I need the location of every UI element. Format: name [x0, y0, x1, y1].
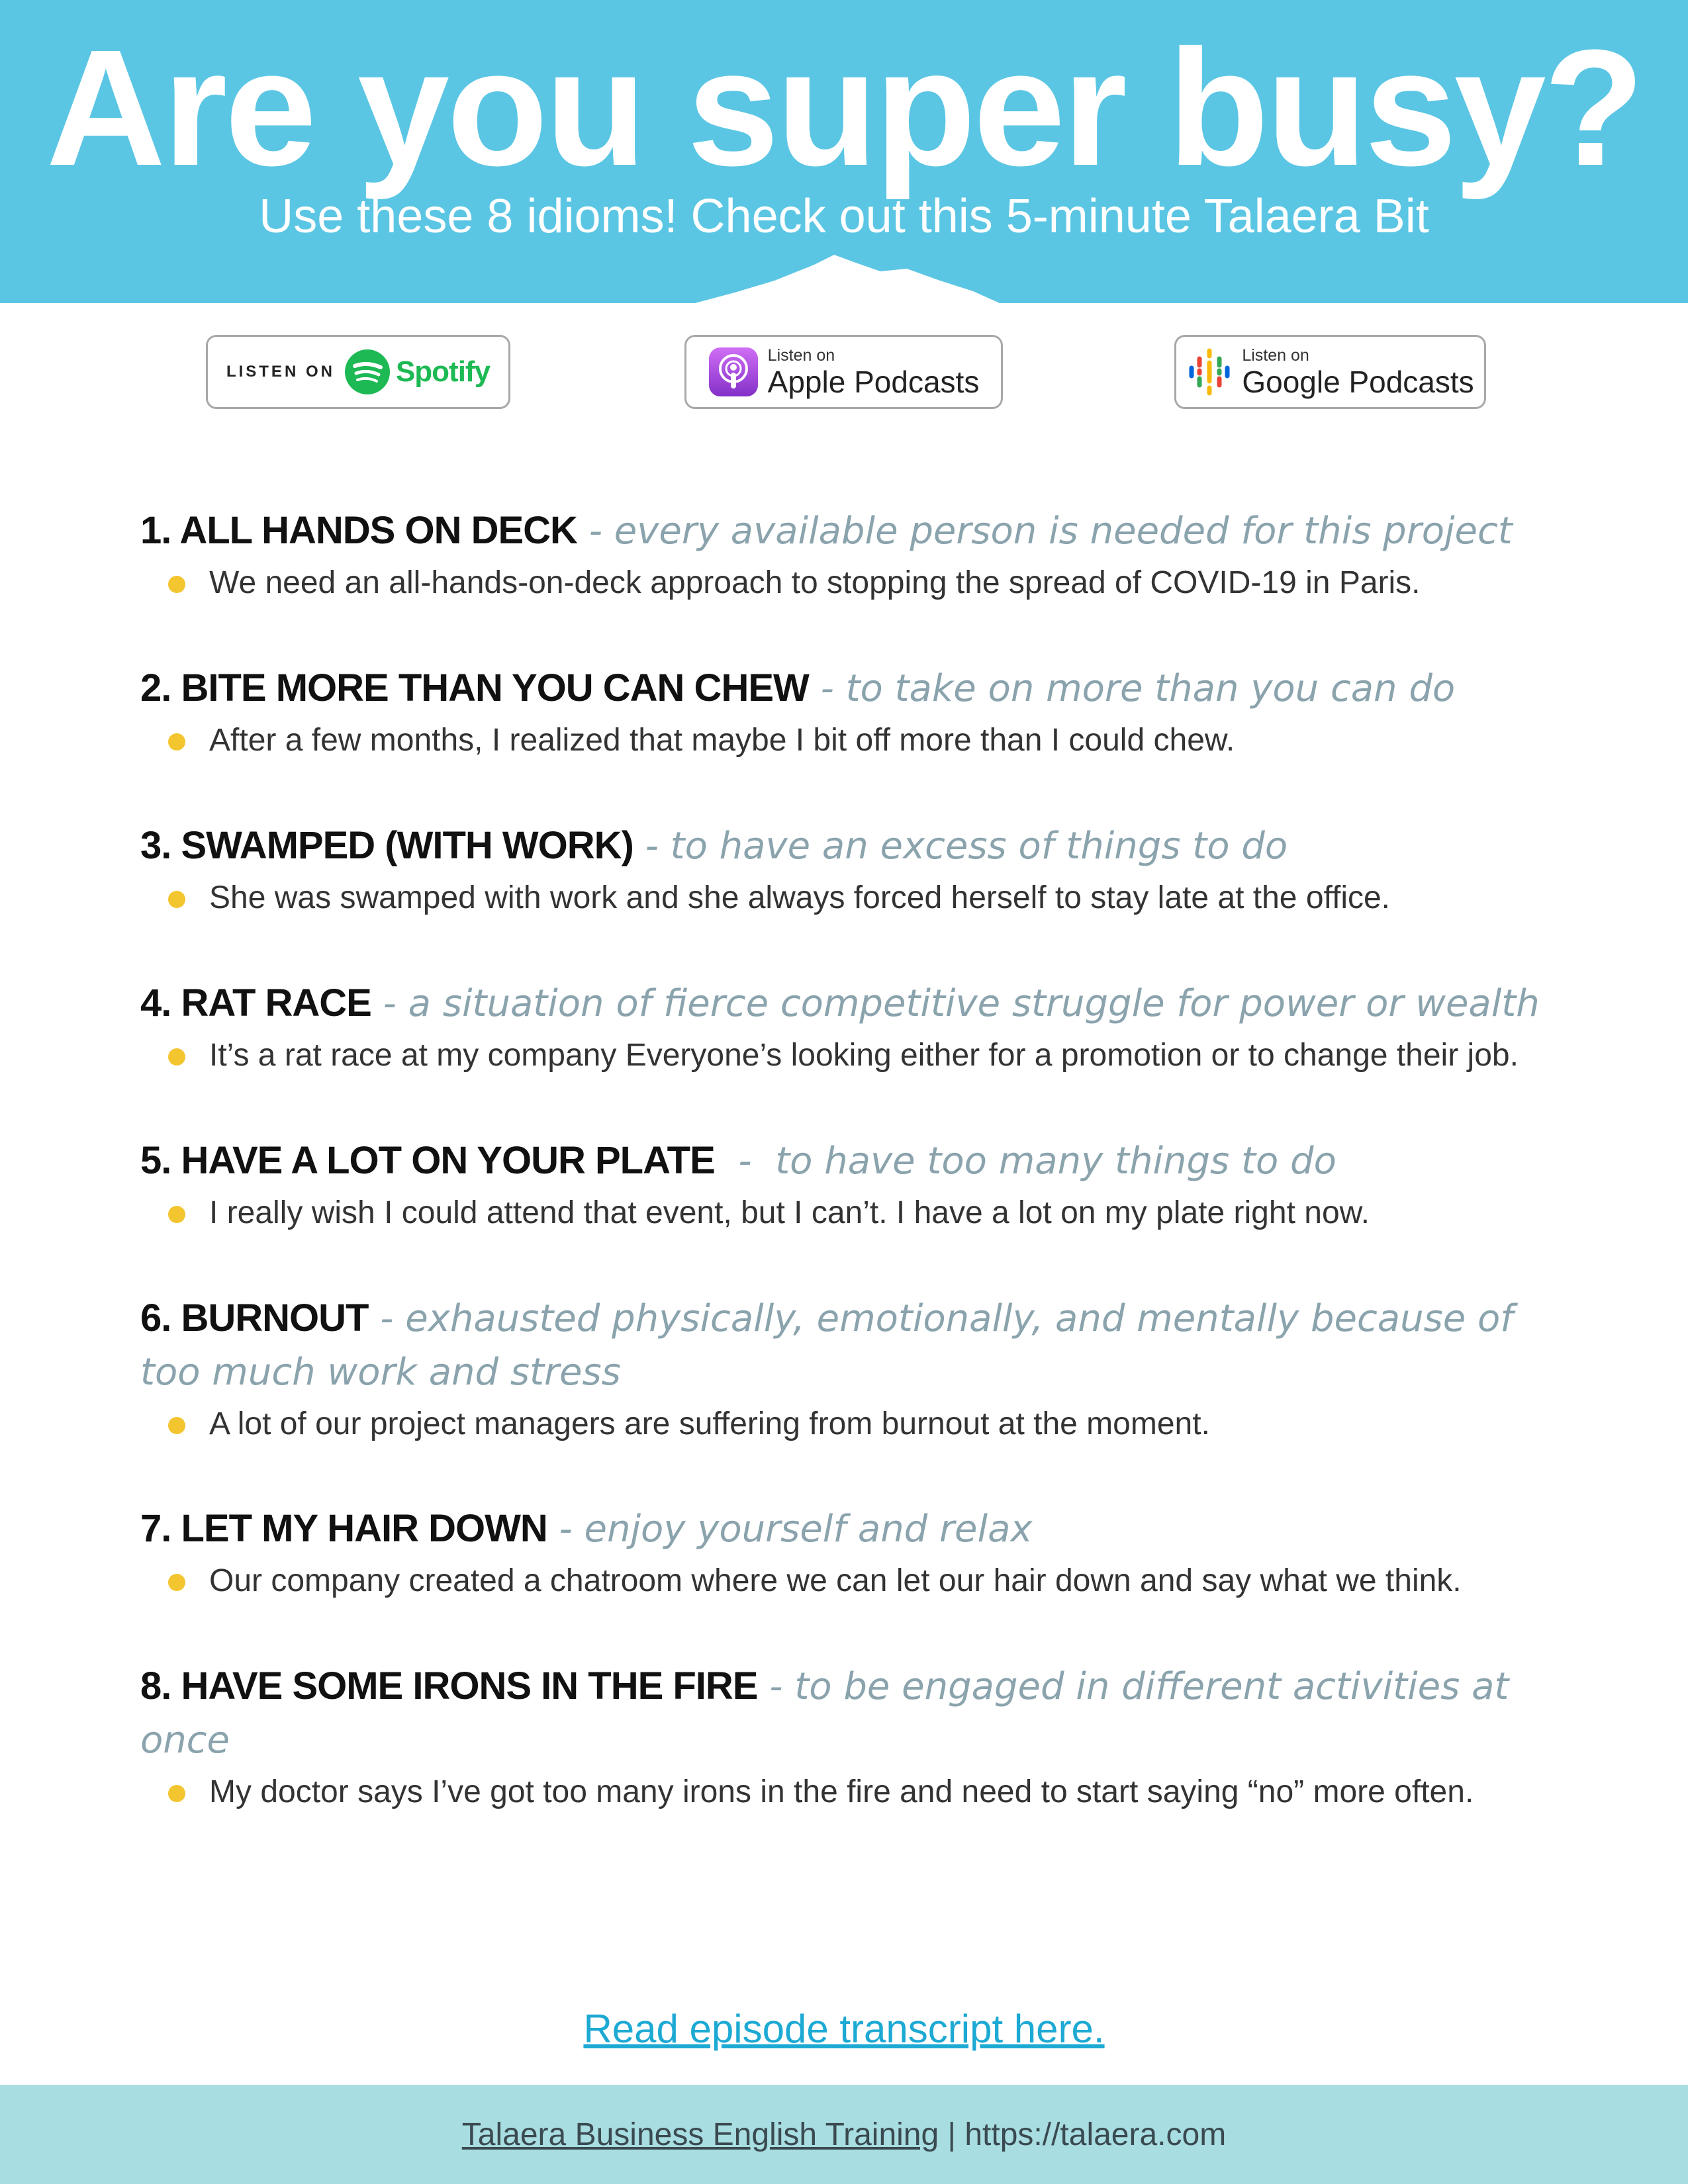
idiom-definition: to be engaged in different activities at once	[140, 1665, 1509, 1762]
apple-listen-label: Listen on	[767, 345, 835, 365]
idiom-example-text: It’s a rat race at my company Everyone’s looking either for a promotion or to change their job.	[209, 1038, 1519, 1073]
idiom-item	[140, 1502, 1570, 1605]
page-subtitle: Use these 8 idioms! Check out this 5-minute Talaera Bit	[259, 190, 1429, 243]
idiom-example	[140, 559, 1570, 607]
transcript-link[interactable]: Read episode transcript here.	[583, 2007, 1105, 2051]
idiom-item	[140, 1660, 1570, 1816]
idiom-example-text: A lot of our project managers are suffering from burnout at the moment.	[209, 1406, 1210, 1441]
idiom-example	[140, 1400, 1570, 1448]
idiom-separator: -	[577, 510, 614, 553]
footer-separator: |	[939, 2116, 965, 2152]
idiom-term: 7. LET MY HAIR DOWN	[140, 1507, 547, 1550]
idiom-separator: -	[547, 1508, 585, 1551]
google-listen-label: Listen on	[1242, 345, 1309, 365]
idiom-separator: -	[371, 982, 408, 1025]
idiom-example	[140, 1557, 1570, 1605]
idiom-example	[140, 1189, 1570, 1237]
idiom-example-text: We need an all-hands-on-deck approach to stopping the spread of COVID-19 in Paris.	[209, 565, 1421, 600]
footer	[0, 2085, 1688, 2184]
google-podcasts-icon	[1186, 347, 1233, 397]
idiom-example	[140, 1768, 1570, 1816]
idiom-term: 5. HAVE A LOT ON YOUR PLATE	[140, 1139, 715, 1182]
idiom-example-text: My doctor says I’ve got too many irons in the fire and need to start saying “no” more often.	[209, 1774, 1474, 1809]
spotify-badge[interactable]	[206, 335, 510, 409]
idiom-item	[140, 504, 1570, 607]
bullet-icon	[168, 1048, 185, 1066]
spotify-brand: Spotify	[395, 355, 491, 388]
mountain-decoration	[0, 251, 1688, 304]
idiom-definition: a situation of fierce competitive struggle for power or wealth	[408, 982, 1540, 1025]
footer-url[interactable]: https://talaera.com	[964, 2116, 1227, 2152]
idiom-headline	[140, 504, 1570, 558]
idiom-headline	[140, 662, 1570, 715]
idiom-definition: every available person is needed for this project	[614, 510, 1513, 553]
idiom-headline	[140, 819, 1570, 873]
idiom-separator: -	[808, 667, 846, 710]
idiom-example	[140, 717, 1570, 764]
bullet-icon	[168, 1574, 185, 1591]
idiom-term: 8. HAVE SOME IRONS IN THE FIRE	[140, 1664, 758, 1707]
idiom-definition: to have too many things to do	[775, 1140, 1336, 1183]
google-podcasts-badge[interactable]	[1174, 335, 1486, 409]
idiom-headline	[140, 977, 1570, 1030]
idiom-example	[140, 874, 1570, 922]
header-banner	[0, 0, 1688, 303]
idiom-separator: -	[368, 1297, 406, 1340]
idiom-item	[140, 977, 1570, 1079]
idiom-separator: -	[714, 1140, 776, 1183]
idiom-example-text: After a few months, I realized that maybe I bit off more than I could chew.	[209, 723, 1235, 758]
idiom-term: 1. ALL HANDS ON DECK	[140, 509, 577, 552]
idiom-definition: enjoy yourself and relax	[584, 1508, 1033, 1551]
idiom-separator: -	[757, 1665, 795, 1708]
idiom-separator: -	[633, 825, 671, 868]
google-brand: Google Podcasts	[1242, 364, 1474, 399]
spotify-listen-label: LISTEN ON	[226, 363, 335, 381]
page-title: Are you super busy?	[46, 15, 1642, 200]
idiom-item	[140, 819, 1570, 922]
idiom-headline	[140, 1502, 1570, 1556]
idiom-definition: to have an excess of things to do	[670, 825, 1288, 868]
spotify-icon	[344, 349, 391, 395]
idiom-definition: exhausted physically, emotionally, and mentally because of too much work and stress	[140, 1297, 1513, 1394]
idiom-term: 2. BITE MORE THAN YOU CAN CHEW	[140, 666, 809, 709]
idiom-definition: to take on more than you can do	[845, 667, 1456, 710]
idiom-example-text: She was swamped with work and she always forced herself to stay late at the office.	[209, 880, 1391, 915]
idiom-example-text: I really wish I could attend that event, but I can’t. I have a lot on my plate right now.	[209, 1195, 1370, 1230]
bullet-icon	[168, 576, 185, 593]
idiom-item	[140, 1292, 1570, 1448]
apple-podcasts-icon	[708, 347, 759, 397]
idiom-example	[140, 1032, 1570, 1079]
idiom-headline	[140, 1660, 1570, 1767]
idiom-headline	[140, 1134, 1570, 1188]
apple-brand: Apple Podcasts	[767, 364, 980, 399]
bullet-icon	[168, 1417, 185, 1434]
bullet-icon	[168, 733, 185, 751]
footer-org-link[interactable]: Talaera Business English Training	[461, 2116, 939, 2152]
apple-podcasts-badge[interactable]	[684, 335, 1003, 409]
idiom-headline	[140, 1292, 1570, 1399]
idiom-term: 6. BURNOUT	[140, 1297, 369, 1340]
idiom-term: 4. RAT RACE	[140, 981, 371, 1024]
idiom-item	[140, 662, 1570, 764]
idiom-term: 3. SWAMPED (WITH WORK)	[140, 824, 633, 867]
idiom-example-text: Our company created a chatroom where we can let our hair down and say what we think.	[209, 1563, 1462, 1598]
bullet-icon	[168, 891, 185, 908]
bullet-icon	[168, 1785, 185, 1802]
idiom-item	[140, 1134, 1570, 1237]
bullet-icon	[168, 1206, 185, 1223]
